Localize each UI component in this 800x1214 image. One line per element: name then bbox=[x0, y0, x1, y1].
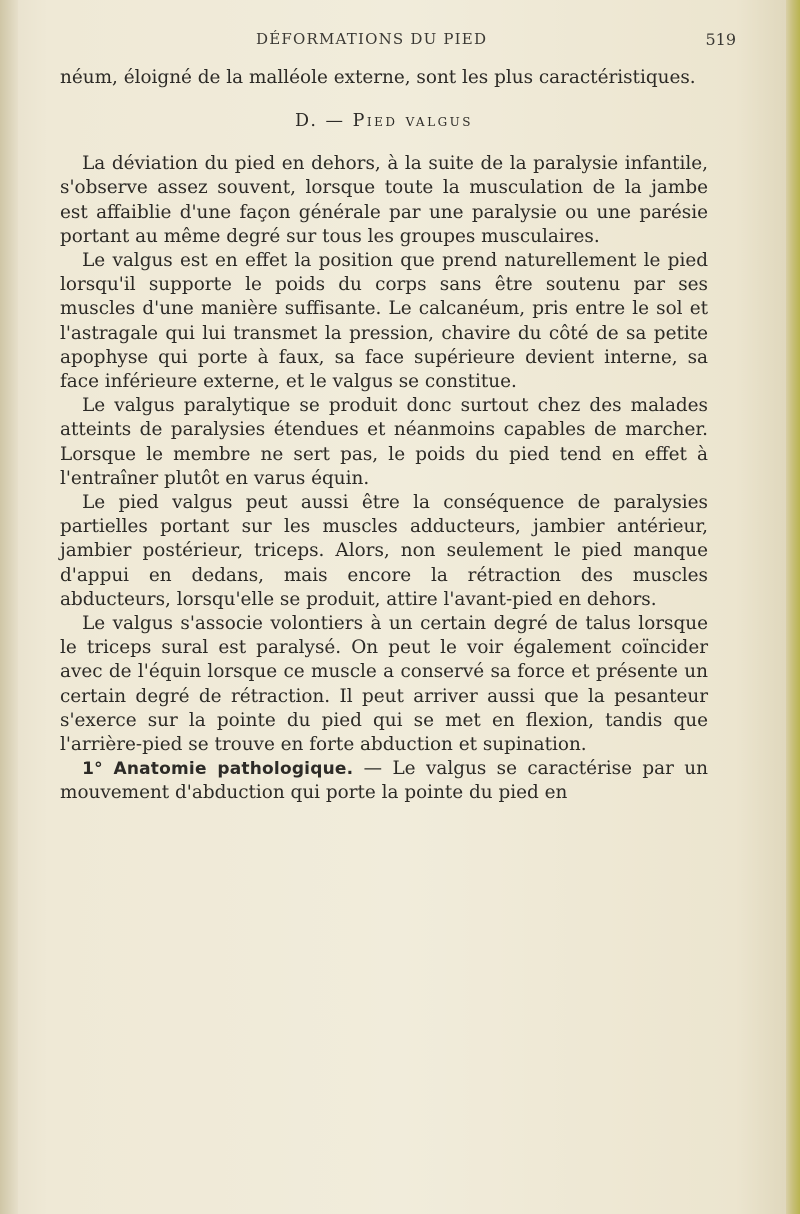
page-gutter bbox=[0, 0, 18, 1214]
page-number: 519 bbox=[705, 30, 736, 49]
paragraph: Le pied valgus peut aussi être la conséquence de paralysies partielles portant sur les muscles adducteurs, jambier antérieur, jambier postérieur, triceps. Alors, non seulement le pied manque d'appui en dedans, mais encore la rétraction des muscles abducteurs, lorsqu'elle se produit, attire l'avant-pied en dehors. bbox=[60, 492, 708, 610]
paragraph: Le valgus s'associe volontiers à un certain degré de talus lorsque le triceps sural est paralysé. On peut le voir également coïncider avec de l'équin lorsque ce muscle a conservé sa force et présente un certain degré de rétraction. Il peut arriver aussi que la pesanteur s'exerce sur la pointe du pied qui se met en flexion, tandis que l'arrière-pied se trouve en forte abduction et supination. bbox=[60, 613, 708, 756]
page-body bbox=[60, 66, 708, 806]
running-title: DÉFORMATIONS DU PIED bbox=[256, 30, 488, 48]
paragraph: Le valgus paralytique se produit donc surtout chez des malades atteints de paralysies étendues et néanmoins capables de marcher. Lorsque le membre ne sert pas, le poids du pied tend en effet à l'entraîner plutôt en varus équin. bbox=[60, 395, 708, 489]
section-heading bbox=[60, 109, 708, 133]
subsection-paragraph bbox=[60, 757, 708, 805]
paragraph: Le valgus est en effet la position que prend naturellement le pied lorsqu'il supporte le poids du corps sans être soutenu par ses muscles d'une manière suffisante. Le calcanéum, pris entre le sol et l'astragale qui lui transmet la pression, chavire du côté de sa petite apophyse qui porte à faux, sa face supérieure devient interne, sa face inférieure externe, et le valgus se constitue. bbox=[60, 250, 708, 393]
intro-paragraph: néum, éloigné de la malléole externe, sont les plus caractéristiques. bbox=[60, 67, 696, 88]
section-letter: D. — bbox=[295, 111, 346, 132]
page-header bbox=[60, 30, 772, 54]
subsection-text: — Le valgus se caractérise par un mouvement d'abduction qui porte la pointe du pied en bbox=[60, 758, 708, 804]
paragraph: La déviation du pied en dehors, à la suite de la paralysie infantile, s'observe assez souvent, lorsque toute la musculation de la jambe est affaiblie d'une façon générale par une paralysie ou une parésie portant au même degré sur tous les groupes musculaires. bbox=[60, 153, 708, 247]
section-title: Pied valgus bbox=[352, 111, 473, 132]
subsection-heading: 1° Anatomie pathologique. bbox=[82, 759, 354, 780]
page-edge bbox=[786, 0, 800, 1214]
